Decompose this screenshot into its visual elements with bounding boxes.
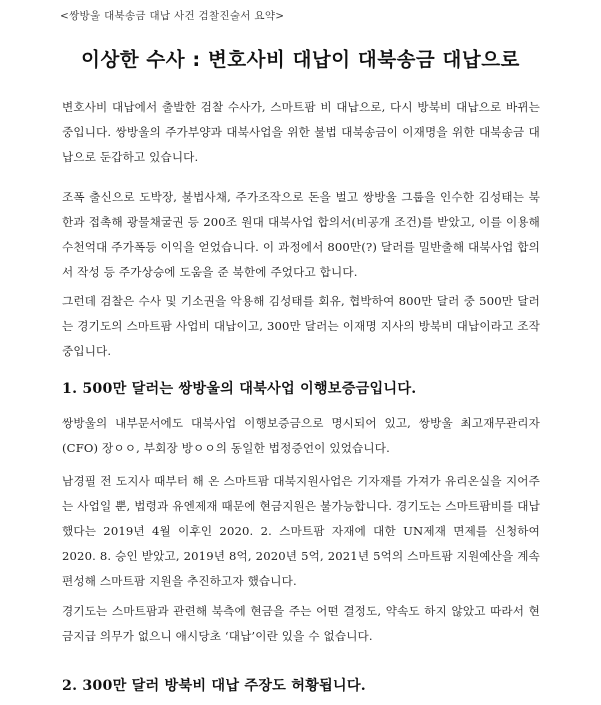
document-caption: <쌍방울 대북송금 대납 사건 검찰진술서 요약> (60, 10, 285, 22)
document-title: 이상한 수사 : 변호사비 대납이 대북송금 대납으로 (81, 48, 520, 71)
paragraph-background: 조폭 출신으로 도박장, 불법사채, 주가조작으로 돈을 벌고 쌍방울 그룹을 인수한 김성태는 북한과 접촉해 광물채굴권 등 200조 원대 대북사업 합의서(비공개 조건)를 받았고, 이를 이용해 수천억대 주가폭등 이익을 얻었습니다. 이 과정에서 800만(?) 달러를 밀반출해 대북사업 합의서 작성 등 주가상승에 도움을 준 북한에 주었다고 합니다. (62, 190, 540, 279)
section-1-paragraph-1: 쌍방울의 내부문서에도 대북사업 이행보증금으로 명시되어 있고, 쌍방울 최고재무관리자(CFO) 장ㅇㅇ, 부회장 방ㅇㅇ의 동일한 법정증언이 있었습니다. (62, 416, 540, 455)
paragraph-allegation: 그런데 검찰은 수사 및 기소권을 악용해 김성태를 회유, 협박하여 800만 달러 중 500만 달러는 경기도의 스마트팜 사업비 대납이고, 300만 달러는 이재명 지사의 방북비 대납이라고 조작 중입니다. (62, 294, 540, 358)
paragraph-intro: 변호사비 대납에서 출발한 검찰 수사가, 스마트팜 비 대납으로, 다시 방북비 대납으로 바뀌는 중입니다. 쌍방울의 주가부양과 대북사업을 위한 불법 대북송금이 이재명을 위한 대북송금 대납으로 둔갑하고 있습니다. (62, 100, 540, 164)
section-1-heading: 1. 500만 달러는 쌍방울의 대북사업 이행보증금입니다. (62, 381, 417, 397)
section-1-paragraph-2: 남경필 전 도지사 때부터 해 온 스마트팜 대북지원사업은 기자재를 가져가 유리온실을 지어주는 사업일 뿐, 법령과 유엔제재 때문에 현금지원은 불가능합니다. 경기도는 스마트팜비를 대납했다는 2019년 4월 이후인 2020. 2. 스마트팜 자재에 대한 UN제재 면제를 신청하여 2020. 8. 승인 받았고, 2019년 8억, 2020년 5억, 2021년 5억의 스마트팜 지원예산을 계속 편성해 스마트팜 지원을 추진하고자 했습니다. (62, 474, 540, 588)
section-2-heading: 2. 300만 달러 방북비 대납 주장도 허황됩니다. (62, 678, 366, 694)
section-1-paragraph-3: 경기도는 스마트팜과 관련해 북측에 현금을 주는 어떤 결정도, 약속도 하지 않았고 따라서 현금지급 의무가 없으니 애시당초 ‘대납’이란 있을 수 없습니다. (62, 604, 540, 643)
